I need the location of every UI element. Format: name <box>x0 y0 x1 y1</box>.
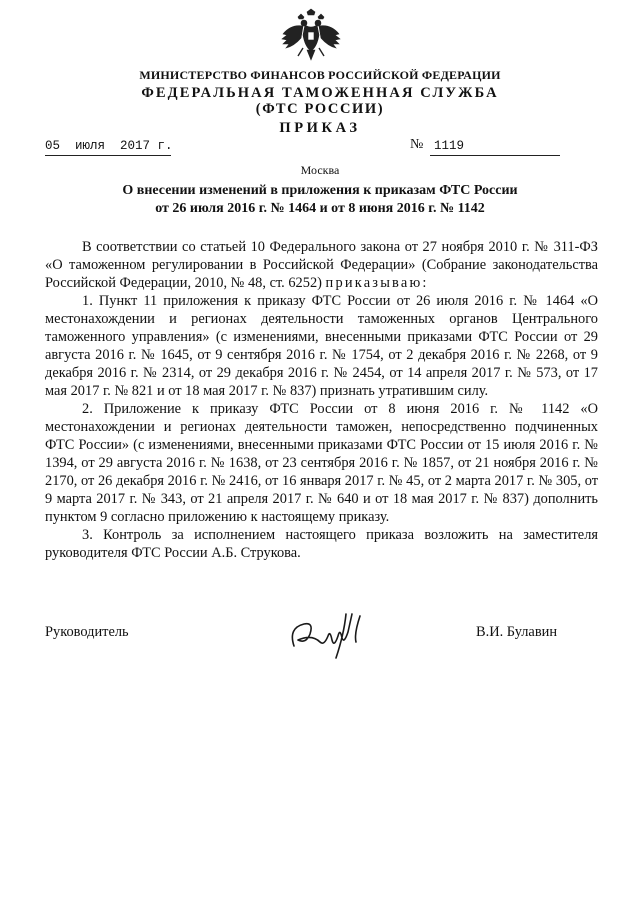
order-number-field <box>430 139 560 156</box>
item-2-paragraph: 2. Приложение к приказу ФТС России от 8 июня 2016 г. № 1142 «О местонахождении и регионах деятельности таможен, непосредственно подчиненных ФТС России» (с изменениями, внесенными приказами ФТС России от 15 июля 2016 г. № 1394, от 29 августа 2016 г. № 1638, от 23 сентября 2016 г. № 1857, от 21 ноября 2016 г. № 2170, от 26 декабря 2016 г. № 2416, от 16 января 2017 г. № 45, от 2 марта 2017 г. № 305, от 9 марта 2017 г. № 343, от 21 апреля 2017 г. № 640 и от 18 мая 2017 г. № 837) дополнить пунктом 9 согласно приложению к настоящему приказу. <box>45 401 598 525</box>
service-abbreviation: (ФТС РОССИИ) <box>255 101 385 117</box>
intro-order-word: приказываю: <box>325 275 429 291</box>
document-type: ПРИКАЗ <box>279 120 361 136</box>
intro-paragraph <box>45 238 598 292</box>
signer-position: Руководитель <box>45 624 129 640</box>
item-3-paragraph: 3. Контроль за исполнением настоящего приказа возложить на заместителя руководителя ФТС России А.Б. Струкова. <box>45 527 598 561</box>
order-title-line-2: от 26 июля 2016 г. № 1464 и от 8 июня 2016 г. № 1142 <box>155 201 485 216</box>
signer-name: В.И. Булавин <box>476 624 558 640</box>
order-number: 1119 <box>434 139 465 153</box>
intro-text: В соответствии со статьей 10 Федерального закона от 27 ноября 2010 г. № 311-ФЗ «О таможенном регулировании в Российской Федерации» (Собрание законодательства Российской Федерации, 2010, № 48, ст. 6252) <box>45 239 598 291</box>
service-name: ФЕДЕРАЛЬНАЯ ТАМОЖЕННАЯ СЛУЖБА <box>141 85 499 101</box>
ministry-name: МИНИСТЕРСТВО ФИНАНСОВ РОССИЙСКОЙ ФЕДЕРАЦИИ <box>139 68 501 82</box>
handwritten-signature <box>276 606 376 664</box>
order-body <box>45 238 598 562</box>
double-headed-eagle-emblem-icon <box>276 8 346 64</box>
order-date: 05 июля 2017 г. <box>45 139 171 156</box>
item-1-paragraph: 1. Пункт 11 приложения к приказу ФТС России от 26 июля 2016 г. № 1464 «О местонахождении и регионах деятельности таможенных органов Центрального таможенного управления» (с изменениями, внесенными приказами ФТС России от 29 августа 2016 г. № 1645, от 9 сентября 2016 г. № 1754, от 2 декабря 2016 г. № 2268, от 9 декабря 2016 г. № 2314, от 29 декабря 2016 г. № 2454, от 14 апреля 2017 г. № 573, от 17 мая 2017 г. № 821 и от 18 мая 2017 г. № 837) признать утратившим силу. <box>45 293 598 399</box>
order-number-label: № <box>410 137 424 152</box>
order-title-line-1: О внесении изменений в приложения к приказам ФТС России <box>122 183 518 198</box>
order-title <box>60 182 580 218</box>
order-place: Москва <box>300 163 340 177</box>
